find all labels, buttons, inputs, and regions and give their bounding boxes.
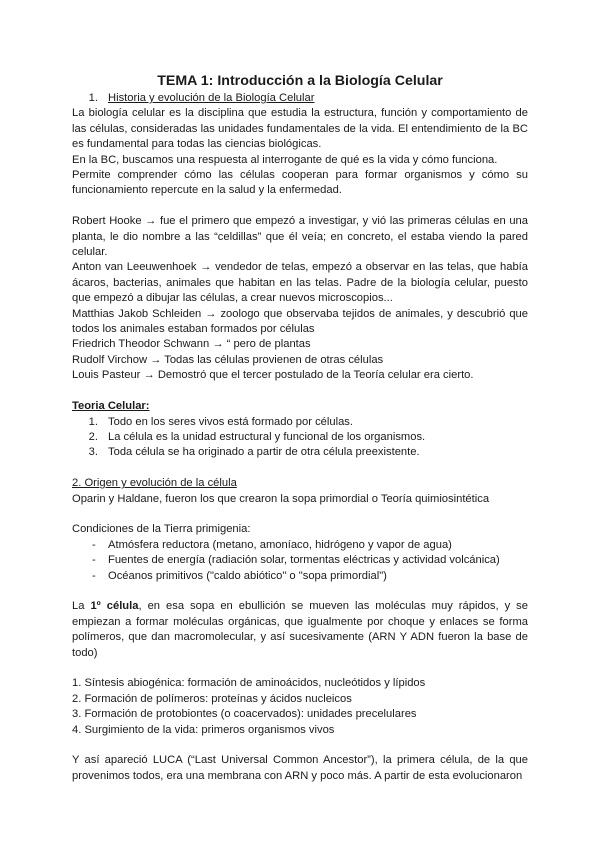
list-item: 3. Toda célula se ha originado a partir de otra célula preexistente. — [88, 446, 420, 459]
conditions-heading: Condiciones de la Tierra primigenia: — [72, 523, 251, 536]
step-1: 1. Síntesis abiogénica: formación de aminoácidos, nucleótidos y lípidos — [72, 677, 426, 690]
list-item: - Fuentes de energía (radiación solar, tormentas eléctricas y actividad volcánica) — [92, 554, 500, 567]
first-cell-paragraph: La 1º célula, en esa sopa en ebullición se mueven las moléculas muy rápidos, y se empiezan a formar moléculas orgánicas, que igualmente por choque y enlaces se forma polímeros, que dan macromolecular, y así sucesivamente (ARN Y ADN fueron la base de todo) — [72, 600, 528, 659]
conditions-list — [72, 538, 528, 584]
document-title: TEMA 1: Introducción a la Biología Celular — [157, 73, 443, 89]
oparin-paragraph: Oparin y Haldane, fueron los que crearon la sopa primordial o Teoría quimiosintética — [72, 492, 490, 505]
intro-paragraph: La biología celular es la disciplina que estudia la estructura, función y comportamiento de las células, consideradas las unidades fundamentales de la vida. El entendimiento de la BC es fundamental para todas las ciencias biológicas. — [72, 107, 528, 151]
intro-question-paragraph: En la BC, buscamos una respuesta al interrogante de qué es la vida y cómo funciona. — [72, 153, 498, 166]
teoria-list — [72, 415, 528, 461]
luca-paragraph: Y así apareció LUCA (“Last Universal Common Ancestor”), la primera célula, de la que provenimos todos, era una membrana con ARN y poco más. A partir de esta evolucionaron — [72, 754, 528, 782]
list-item: - Atmósfera reductora (metano, amoníaco, hidrógeno y vapor de agua) — [92, 538, 452, 551]
step-3: 3. Formación de protobiontes (o coacervados): unidades precelulares — [72, 708, 417, 721]
teoria-heading: Teoria Celular: — [72, 400, 150, 413]
list-item: 2. La célula es la unidad estructural y funcional de los organismos. — [88, 430, 426, 443]
scientist-hooke: Robert Hooke → fue el primero que empezó a investigar, y vió las primeras células en una planta, le dio nombre a las “celdillas” que él veía; en concreto, el estaba viendo la pared celular. — [72, 215, 528, 259]
scientist-virchow: Rudolf Virchow → Todas las células provienen de otras células — [72, 353, 384, 366]
section1-heading-text: Historia y evolución de la Biología Celular — [108, 92, 315, 104]
section1-heading — [72, 91, 528, 106]
section2-heading: 2. Origen y evolución de la célula — [72, 477, 237, 490]
scientist-schleiden: Matthias Jakob Schleiden → zoologo que observaba tejidos de animales, y descubrió que todos los animales estaban formados por células — [72, 307, 528, 336]
list-item: 1. Todo en los seres vivos está formado por células. — [88, 415, 354, 428]
scientist-schwann: Friedrich Theodor Schwann → “ pero de plantas — [72, 338, 311, 351]
scientist-leeuwenhoek: Anton van Leeuwenhoek → vendedor de telas, empezó a observar en las telas, que había ácaros, bacterias, animales que habitan en las telas. Padre de la biología celular, puesto que empezó a dibujar las células, a crear nuevos microscopios... — [72, 261, 528, 305]
scientist-pasteur: Louis Pasteur → Demostró que el tercer postulado de la Teoría celular era cierto. — [72, 369, 474, 382]
list-item: - Océanos primitivos ("caldo abiótico" o "sopa primordial") — [92, 569, 387, 582]
intro-cooperation-paragraph: Permite comprender cómo las células cooperan para formar organismos y cómo su funcionamiento repercute en la salud y la enfermedad. — [72, 169, 528, 197]
step-4: 4. Surgimiento de la vida: primeros organismos vivos — [72, 723, 335, 736]
step-2: 2. Formación de polímeros: proteínas y ácidos nucleicos — [72, 692, 352, 705]
section1-heading-number: 1. — [88, 92, 98, 104]
